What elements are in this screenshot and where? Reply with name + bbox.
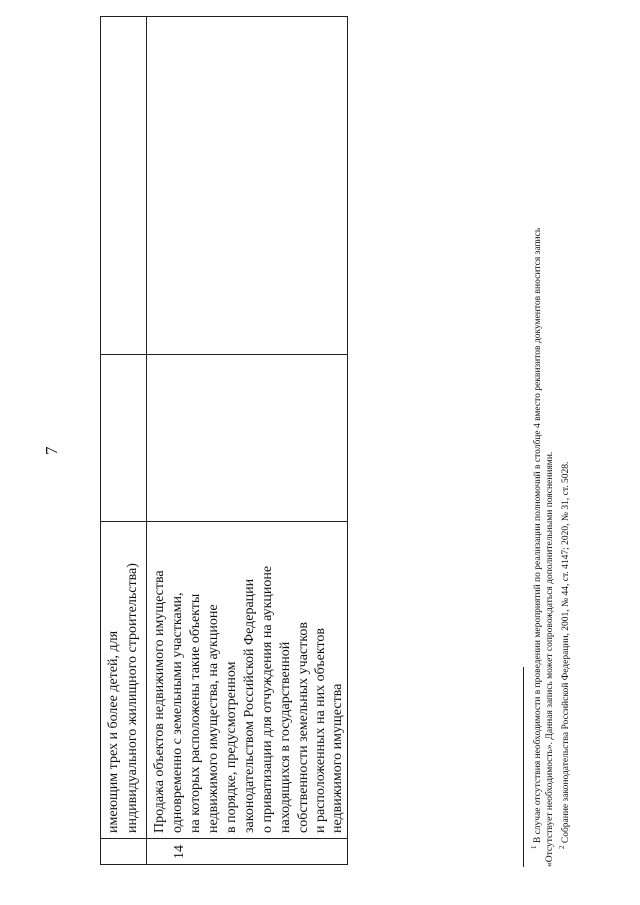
row-14-line-7: о приватизации для отчуждения на аукционе (260, 565, 275, 833)
table-border-right (100, 16, 348, 17)
footnote-1-line-2: «Отсутствует необходимость». Данная запись может сопровождаться дополнительными пояснениями. (545, 451, 555, 867)
table-row-divider (146, 17, 147, 865)
table-border-left (100, 864, 348, 865)
footnote-1-line-1 (528, 27, 544, 867)
row-14-line-4: недвижимого имущества, на аукционе (206, 604, 221, 833)
table-border-bottom (347, 17, 348, 865)
table-column-divider-3 (100, 354, 348, 355)
row-14-line-8: находящихся в государственной (278, 641, 293, 833)
footnote-2-marker: 2 (558, 845, 566, 849)
table-border-top (100, 17, 101, 865)
footnote-2 (556, 27, 572, 867)
row-14-line-1: Продажа объектов недвижимого имущества (152, 570, 167, 833)
table-column-divider-1 (100, 838, 348, 839)
footnote-2-text: Собрание законодательства Российской Федерации, 2001, № 44, ст. 4147; 2020, № 31, ст. 5028. (561, 461, 571, 844)
row-14-line-2: одновременно с земельными участками, (170, 592, 185, 833)
row-14-line-3: на которых расположены такие объекты (188, 593, 203, 833)
row-14-line-9: собственности земельных участков (296, 622, 311, 833)
continued-cell-line-1: имеющим трех и более детей, для (106, 630, 121, 833)
table-column-divider-2 (100, 521, 348, 522)
row-14-line-10: и расположенных на них объектов (313, 627, 328, 833)
footnote-1-marker: 1 (530, 845, 538, 849)
page-number: 7 (42, 446, 61, 455)
row-14-line-6: законодательством Российской Федерации (242, 578, 257, 833)
footnote-1-text: В случае отсутствия необходимости в проведении мероприятий по реализации полномочий в столбце 4 вместо реквизитов документов вносится запись (533, 227, 543, 844)
row-14-line-5: в порядке, предусмотренном (224, 661, 239, 833)
row-14-line-11: недвижимого имущества (330, 683, 345, 833)
footnotes (528, 27, 572, 867)
continued-cell-line-2: индивидуального жилищного строительства) (125, 563, 140, 833)
footnote-separator (523, 667, 524, 867)
row-number: 14 (172, 845, 187, 859)
